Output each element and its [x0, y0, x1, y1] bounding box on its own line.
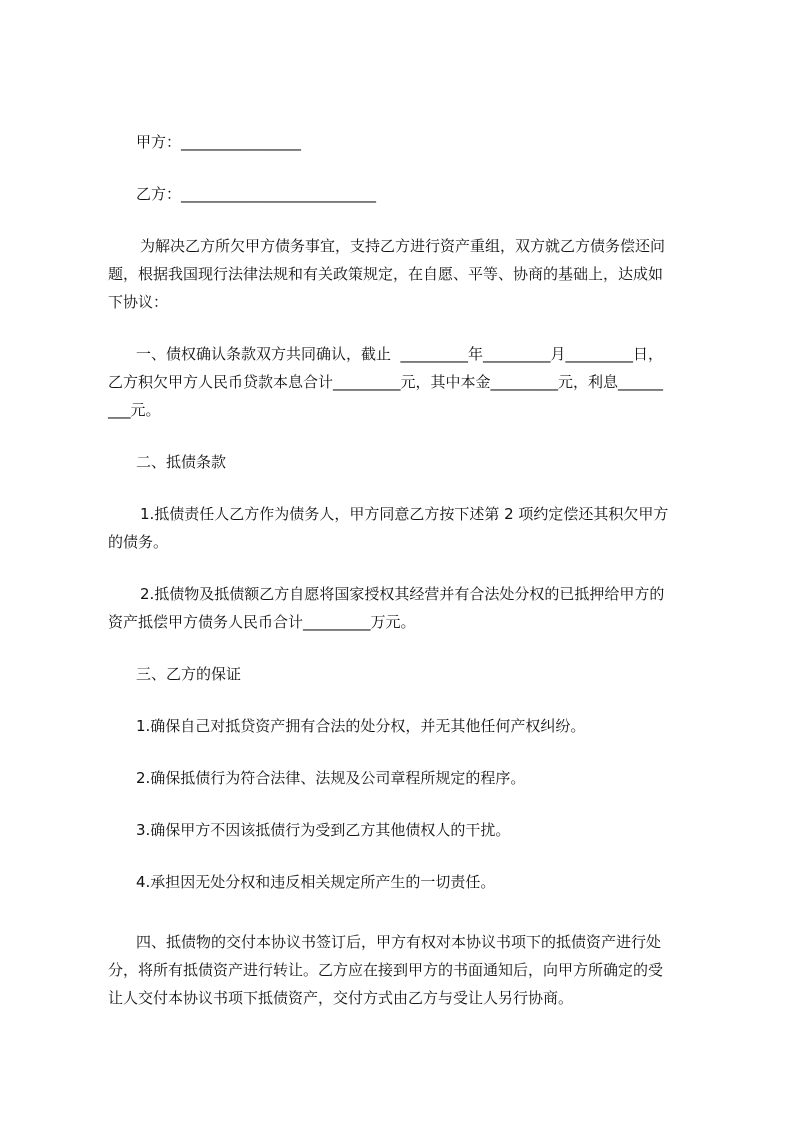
- section4-line-3: 让人交付本协议书项下抵债资产，交付方式由乙方与受让人另行协商。: [108, 989, 574, 1007]
- section2-item2-line-1: 2.抵债物及抵债额乙方自愿将国家授权其经营并有合法处分权的已抵押给甲方的: [140, 585, 665, 603]
- section3-title: 三、乙方的保证: [136, 665, 242, 683]
- intro-line-3: 下协议：: [108, 293, 169, 311]
- section2-item2-line-2: 资产抵偿甲方债务人民币合计_________万元。: [108, 613, 416, 631]
- section3-item-2: 2.确保抵债行为符合法律、法规及公司章程所规定的程序。: [136, 769, 526, 787]
- section2-item1-line-1: 1.抵债责任人乙方作为债务人，甲方同意乙方按下述第 2 项约定偿还其积欠甲方: [140, 505, 669, 523]
- section2-item1-line-2: 的债务。: [108, 533, 169, 551]
- section4-line-2: 分，将所有抵债资产进行转让。乙方应在接到甲方的书面通知后，向甲方所确定的受: [108, 961, 664, 979]
- section1-line-3: ___元。: [108, 401, 161, 419]
- intro-line-1: 为解决乙方所欠甲方债务事宜，支持乙方进行资产重组，双方就乙方债务偿还问: [140, 237, 666, 255]
- party-a-line: 甲方：________________: [136, 133, 302, 151]
- section1-line-1: 一、债权确认条款双方共同确认，截止 _________年_________月_________日，: [136, 345, 664, 363]
- section3-item-3: 3.确保甲方不因该抵债行为受到乙方其他债权人的干扰。: [136, 821, 511, 839]
- intro-line-2: 题，根据我国现行法律法规和有关政策规定，在自愿、平等、协商的基础上，达成如: [108, 265, 664, 283]
- section2-title: 二、抵债条款: [136, 453, 227, 471]
- party-b-line: 乙方：__________________________: [136, 185, 377, 203]
- section4-line-1: 四、抵债物的交付本协议书签订后，甲方有权对本协议书项下的抵债资产进行处: [136, 933, 662, 951]
- section3-item-1: 1.确保自己对抵贷资产拥有合法的处分权，并无其他任何产权纠纷。: [136, 717, 586, 735]
- section3-item-4: 4.承担因无处分权和违反相关规定所产生的一切责任。: [136, 873, 496, 891]
- section1-line-2: 乙方积欠甲方人民币贷款本息合计_________元，其中本金_________元，利息______: [108, 373, 664, 391]
